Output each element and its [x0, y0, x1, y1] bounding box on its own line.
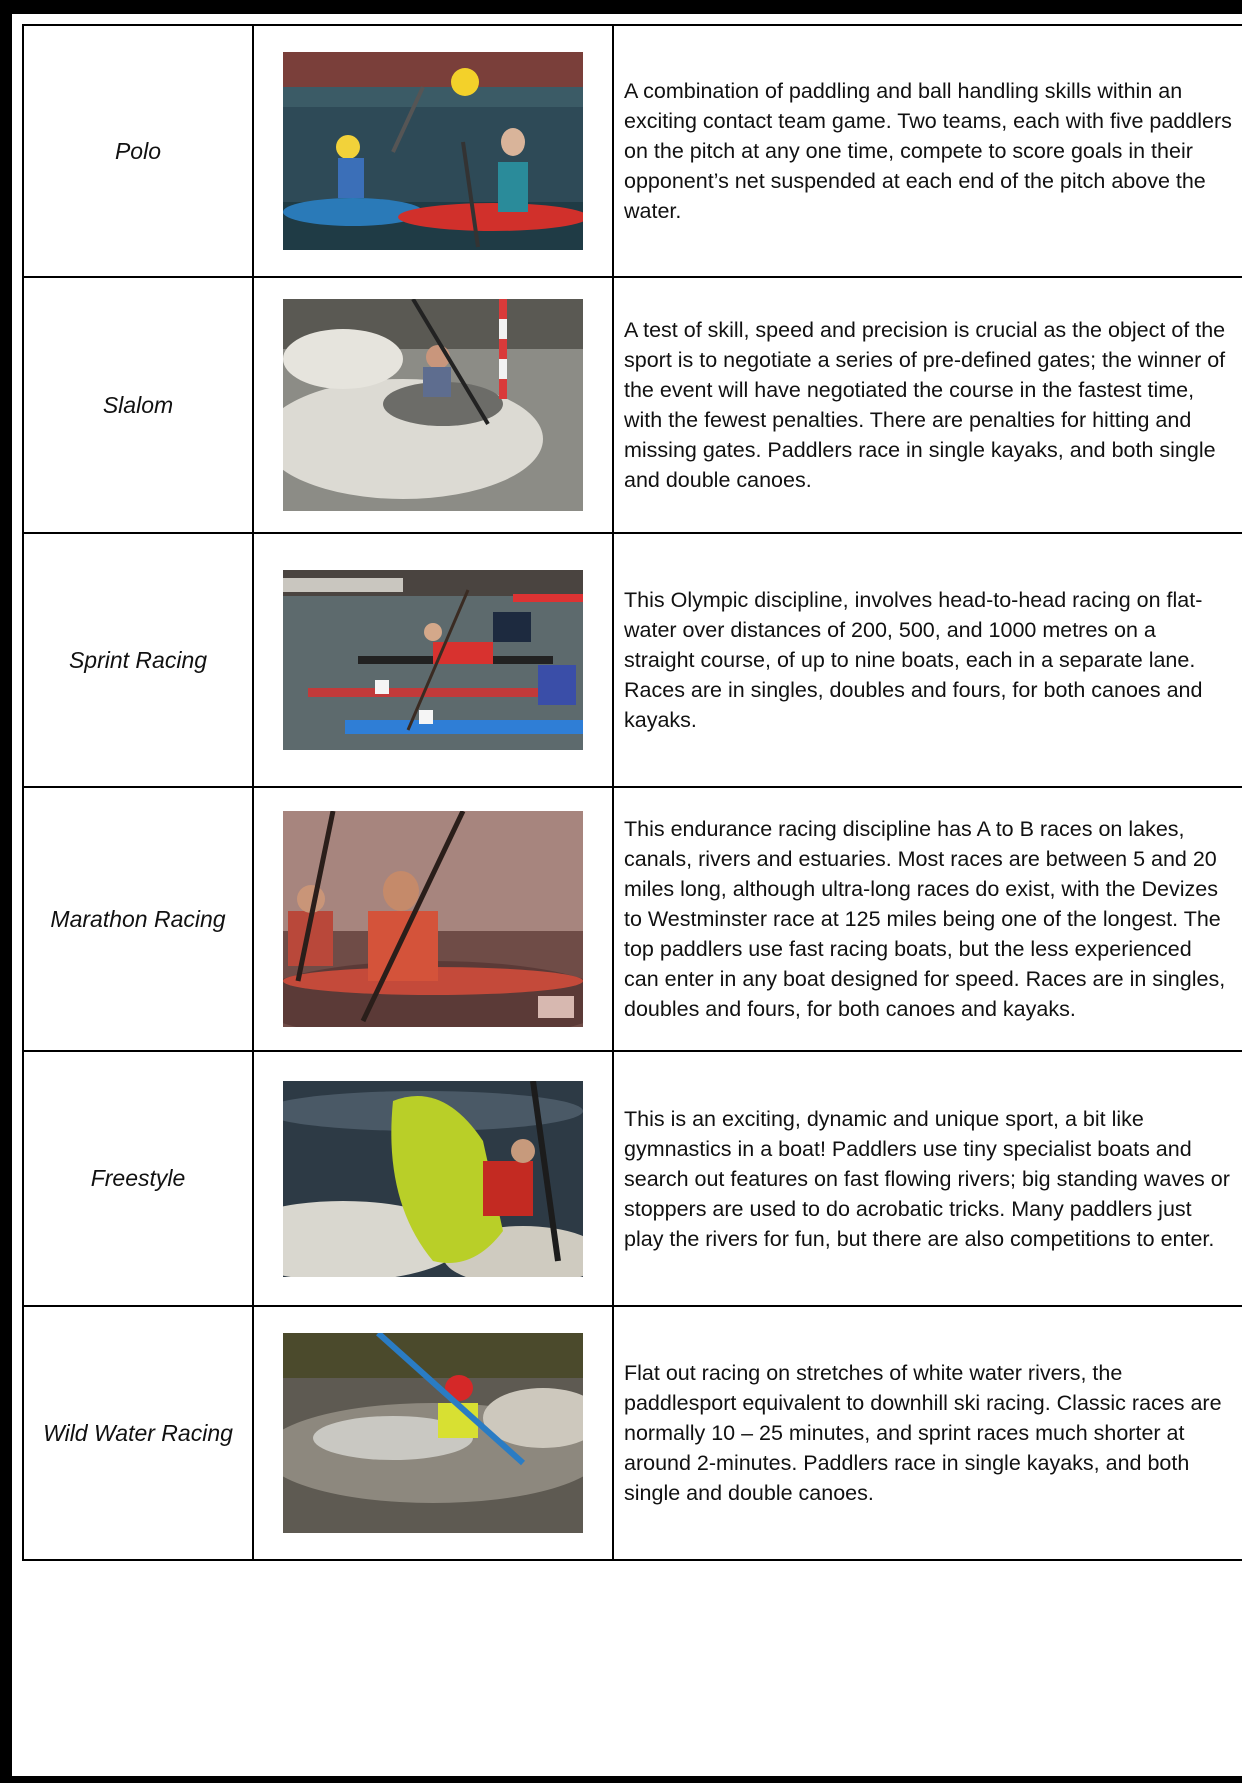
polo-photo [253, 25, 613, 277]
discipline-description: A test of skill, speed and precision is crucial as the object of the sport is to negotiate a series of pre-defined gates; the winner of the event will have negotiated the course in the fastest time, with the fewest penalties. There are penalties for hitting and missing gates. Paddlers race in single kayaks, and both single and double canoes. [613, 277, 1242, 533]
table-row [23, 25, 1242, 277]
freestyle-photo [253, 1051, 613, 1306]
freestyle-photo-image [283, 1081, 583, 1277]
table-row [23, 533, 1242, 787]
discipline-description: This is an exciting, dynamic and unique sport, a bit like gymnastics in a boat! Paddlers use tiny specialist boats and search out features on fast flowing rivers; big standing waves or stoppers are used to do acrobatic tricks. Many paddlers just play the rivers for fun, but there are also competitions to enter. [613, 1051, 1242, 1306]
discipline-description: This Olympic discipline, involves head-to-head racing on flat-water over distances of 200, 500, and 1000 metres on a straight course, of up to nine boats, each in a separate lane. Races are in singles, doubles and fours, for both canoes and kayaks. [613, 533, 1242, 787]
paddlesport-disciplines-table [22, 24, 1242, 1561]
discipline-description: A combination of paddling and ball handling skills within an exciting contact team game. Two teams, each with five paddlers on the pitch at any one time, compete to score goals in their opponent’s net suspended at each end of the pitch above the water. [613, 25, 1242, 277]
wild-water-racing-photo-image [283, 1333, 583, 1533]
slalom-photo-image [283, 299, 583, 511]
discipline-name: Freestyle [23, 1051, 253, 1306]
discipline-name: Slalom [23, 277, 253, 533]
discipline-name: Polo [23, 25, 253, 277]
discipline-name: Marathon Racing [23, 787, 253, 1051]
document-page [12, 14, 1242, 1776]
table-row [23, 787, 1242, 1051]
table-row [23, 277, 1242, 533]
wild-water-racing-photo [253, 1306, 613, 1560]
polo-photo-image [283, 52, 583, 250]
slalom-photo [253, 277, 613, 533]
discipline-name: Wild Water Racing [23, 1306, 253, 1560]
marathon-racing-photo [253, 787, 613, 1051]
discipline-name: Sprint Racing [23, 533, 253, 787]
discipline-description: Flat out racing on stretches of white water rivers, the paddlesport equivalent to downhill ski racing. Classic races are normally 10 – 25 minutes, and sprint races much shorter at around 2-minutes. Paddlers race in single kayaks, and both single and double canoes. [613, 1306, 1242, 1560]
discipline-description: This endurance racing discipline has A to B races on lakes, canals, rivers and estuaries. Most races are between 5 and 20 miles long, although ultra-long races do exist, with the Devizes to Westminster race at 125 miles being one of the longest. The top paddlers use fast racing boats, but the less experienced can enter in any boat designed for speed. Races are in singles, doubles and fours, for both canoes and kayaks. [613, 787, 1242, 1051]
table-row [23, 1051, 1242, 1306]
marathon-racing-photo-image [283, 811, 583, 1027]
table-row [23, 1306, 1242, 1560]
sprint-racing-photo [253, 533, 613, 787]
sprint-racing-photo-image [283, 570, 583, 750]
